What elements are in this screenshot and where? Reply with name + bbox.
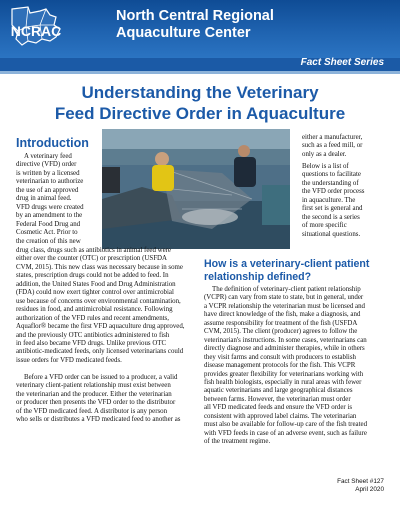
text-line: CVM, 2015). The client (producer) agrees to follow the — [204, 328, 358, 336]
text-line: Cosmetic Act. Prior to — [16, 229, 78, 237]
vcpr-heading — [204, 258, 369, 284]
text-line: first set is general and — [302, 205, 363, 213]
text-line: antibiotic-medicated feeds, only licensed veterinarians could — [16, 348, 184, 356]
text-line: consistent with approved label claims. The veterinarian — [204, 412, 357, 420]
text-line: (FDA) could now exert tighter control over antimicrobial — [16, 289, 174, 297]
footer — [337, 478, 384, 494]
text-line: fish health biologists, especially in rural areas with fewer — [204, 378, 362, 386]
text-line: drug in animal feed. — [16, 195, 72, 203]
text-line: they visit farms and consult with producers to establish — [204, 353, 356, 361]
text-line: by an amendment to the — [16, 212, 83, 220]
vcpr-heading-line-1: How is a veterinary-client patient — [204, 258, 370, 270]
text-line: of more specific — [302, 222, 347, 230]
text-line: such as a feed mill, or — [302, 142, 363, 150]
right-top-text — [302, 134, 392, 159]
intro-body — [16, 247, 196, 365]
text-line: Federal Food Drug and — [16, 220, 81, 228]
series-label: Fact Sheet Series — [300, 57, 384, 68]
text-line: the use of an approved — [16, 186, 79, 194]
text-line: have direct knowledge of the fish, make a diagnosis, and — [204, 311, 361, 319]
text-line: directive (VFD) order — [16, 161, 77, 169]
right-list-text — [302, 163, 392, 239]
text-line: use because of concerns over environmental contamination, — [16, 297, 181, 305]
text-line: the second is a series — [302, 213, 360, 221]
text-line: the veterinarian and the producer. Either the veterinarian — [16, 390, 172, 398]
text-line: who sells or distributes a VFD medicated feed to another as — [16, 416, 181, 424]
text-line: disease management protocols for the fish. This VCPR — [204, 362, 356, 370]
text-line: and the previously OTC antibiotics administered to fish — [16, 331, 170, 339]
header-banner — [0, 0, 400, 58]
intro-paragraph-2 — [16, 374, 196, 425]
text-line: (VCPR) can vary from state to state, but in general, under — [204, 294, 364, 302]
text-line: directly diagnose and administer therapies, while in others — [204, 345, 365, 353]
text-line: the understanding of — [302, 179, 359, 187]
text-line: provides greater flexibility for veterinarians working with — [204, 370, 364, 378]
text-line: addition, the United States Food and Drug Administration — [16, 280, 176, 288]
text-line: CVM, 2015). This new class was necessary because in some — [16, 263, 183, 271]
text-line: drug class, drugs such as antibiotics in animal feed were — [16, 247, 171, 254]
text-line: either over the counter (OTC) or prescription (USFDA — [16, 255, 167, 263]
text-line: must also be available for follow-up care of the fish treated — [204, 421, 368, 429]
text-line: a VCPR relationship the veterinarian must be licensed and — [204, 302, 365, 310]
text-line: or producer then presents the VFD order to the distributor — [16, 399, 176, 407]
text-line: Aquaflor® became the first VFD aquaculture drug approved, — [16, 323, 185, 331]
text-line: veterinarian to authorize — [16, 178, 84, 186]
text-line: either a manufacturer, — [302, 134, 363, 141]
header-rule — [0, 71, 400, 74]
text-line: states, prescription drugs could not be added to feed. In — [16, 272, 169, 280]
text-line: of the VFD medicated feed. A distributor is any person — [16, 407, 168, 415]
fishing-photo — [102, 129, 290, 249]
title-line-2: Feed Directive Order in Aquaculture — [54, 104, 346, 123]
text-line: assume responsibility for treatment of the fish (USFDA — [204, 319, 358, 327]
text-line: with VFD feeds in case of an adverse event, such as failure — [204, 429, 367, 437]
text-line: in feed also became VFD drugs. Unlike previous OTC — [16, 339, 167, 347]
text-line: the creation of this new — [16, 237, 81, 245]
text-line: situational questions. — [302, 230, 361, 238]
vcpr-heading-line-2: relationship defined? — [204, 271, 312, 283]
text-line: VFD drugs were created — [16, 203, 84, 211]
publication-date: April 2020 — [355, 486, 384, 493]
text-line: veterinarian's instructions. In some cases, veterinarians can — [204, 336, 367, 344]
text-line: all VFD medicated feeds and ensure the VFD order is — [204, 404, 353, 412]
intro-left-column — [16, 153, 100, 246]
text-line: veterinary client-patient relationship must exist between — [16, 382, 171, 390]
text-line: issue orders for VFD medicated feeds. — [16, 356, 122, 364]
intro-heading: Introduction — [16, 136, 89, 150]
text-line: is written by a licensed — [16, 169, 80, 177]
org-name — [116, 8, 274, 42]
text-line: of the treatment regime. — [204, 438, 271, 446]
text-line: the VFD order process — [302, 188, 365, 196]
text-line: questions to facilitate — [302, 171, 361, 179]
text-line: in aquaculture. The — [302, 196, 356, 204]
text-line: authorization of the VFD rules and recent amendments, — [16, 314, 169, 322]
fact-sheet-number: Fact Sheet #127 — [337, 478, 384, 485]
vcpr-body — [204, 286, 394, 447]
title-line-1: Understanding the Veterinary — [81, 83, 319, 102]
text-line: aquatic veterinarians and large geographical distances — [204, 387, 353, 395]
text-line: only as a dealer. — [302, 150, 347, 158]
org-line-1: North Central Regional — [116, 8, 274, 24]
page-title — [0, 82, 400, 124]
text-line: A veterinary feed — [24, 153, 72, 160]
logo-text: NCRAC — [10, 23, 62, 39]
text-line: between farms. However, the veterinarian must order — [204, 395, 351, 403]
org-line-2: Aquaculture Center — [116, 25, 251, 41]
text-line: Before a VFD order can be issued to a producer, a valid — [24, 374, 178, 381]
ncrac-logo — [6, 3, 66, 53]
text-line: The definition of veterinary-client patient relationship — [212, 286, 361, 293]
text-line: residues in food, and antimicrobial resistance. Following — [16, 306, 173, 314]
text-line: Below is a list of — [302, 163, 349, 170]
